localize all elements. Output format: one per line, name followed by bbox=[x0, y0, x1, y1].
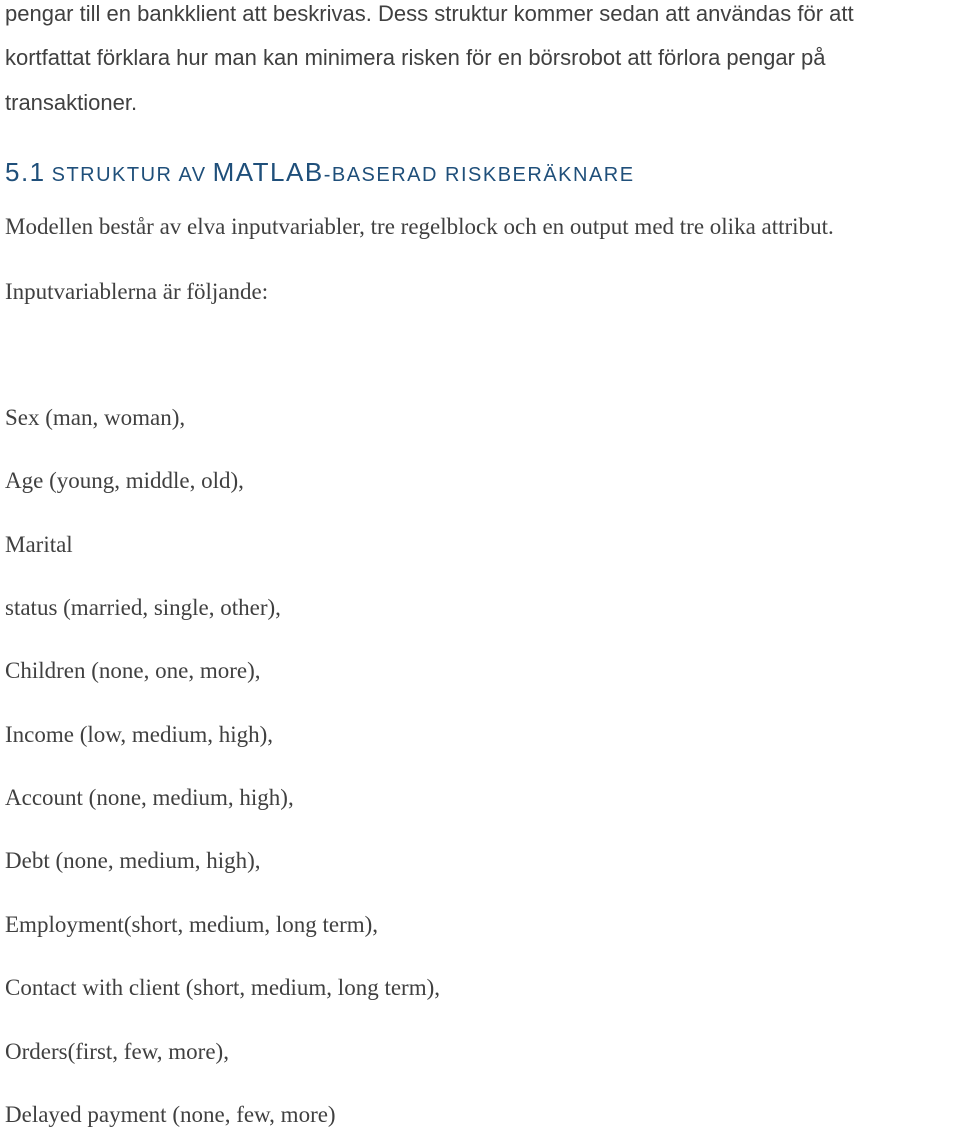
variable-item: Account (none, medium, high), bbox=[5, 785, 294, 810]
variable-item: Employment(short, medium, long term), bbox=[5, 912, 379, 937]
variable-item: Income (low, medium, high), bbox=[5, 722, 274, 747]
variable-item: Age (young, middle, old), bbox=[5, 468, 244, 493]
section-title-part2: MATLAB bbox=[212, 157, 324, 187]
variable-item: Delayed payment (none, few, more) bbox=[5, 1102, 336, 1127]
section-number: 5.1 bbox=[5, 157, 46, 187]
body-line-1: Modellen består av elva inputvariabler, tre regelblock och en output med tre olika attribut. bbox=[5, 214, 834, 239]
section-heading bbox=[5, 155, 635, 194]
variable-item: Marital bbox=[5, 532, 73, 557]
section-title-part1: STRUKTUR AV bbox=[51, 164, 207, 186]
section-title-part3: -BASERAD RISKBERÄKNARE bbox=[323, 164, 635, 186]
variable-item: Sex (man, woman), bbox=[5, 405, 186, 430]
body-line-2: Inputvariablerna är följande: bbox=[5, 279, 269, 304]
intro-line-3: transaktioner. bbox=[5, 90, 138, 115]
intro-line-1: pengar till en bankklient att beskrivas. Dess struktur kommer sedan att användas för att bbox=[5, 1, 854, 26]
variable-item: Orders(first, few, more), bbox=[5, 1039, 229, 1064]
intro-line-2: kortfattat förklara hur man kan minimera risken för en börsrobot att förlora pengar på bbox=[5, 45, 826, 70]
variable-item: Children (none, one, more), bbox=[5, 658, 261, 683]
variable-item: Contact with client (short, medium, long term), bbox=[5, 975, 441, 1000]
variable-item: Debt (none, medium, high), bbox=[5, 848, 261, 873]
variable-item: status (married, single, other), bbox=[5, 595, 281, 620]
